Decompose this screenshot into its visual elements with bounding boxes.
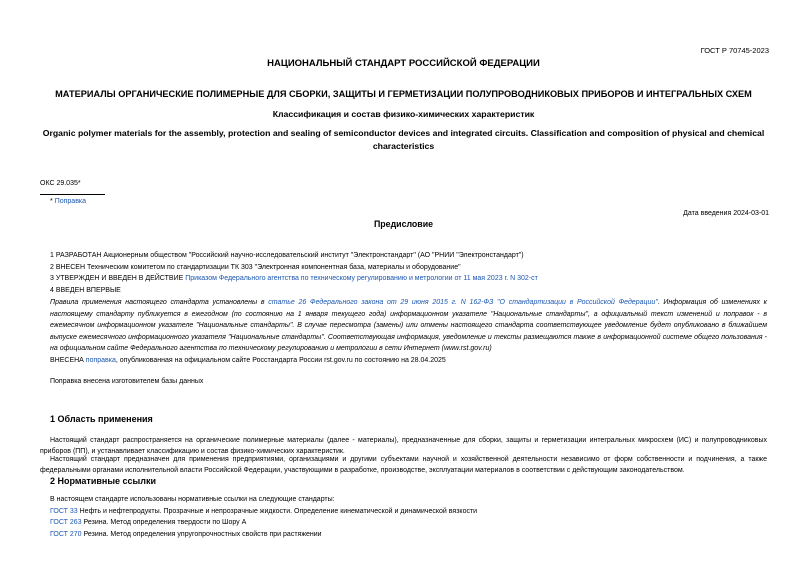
references-intro: В настоящем стандарте использованы нормативные ссылки на следующие стандарты: xyxy=(50,496,335,503)
section-2-heading: 2 Нормативные ссылки xyxy=(50,476,156,486)
document-title: МАТЕРИАЛЫ ОРГАНИЧЕСКИЕ ПОЛИМЕРНЫЕ ДЛЯ СБОРКИ, ЗАЩИТЫ И ГЕРМЕТИЗАЦИИ ПОЛУПРОВОДНИКОВЫХ ПРИБОРОВ И ИНТЕГРАЛЬНЫХ СХЕМ xyxy=(55,89,752,99)
national-standard-heading: НАЦИОНАЛЬНЫЙ СТАНДАРТ РОССИЙСКОЙ ФЕДЕРАЦИИ xyxy=(267,58,540,69)
section-1-paragraph-2: Настоящий стандарт предназначен для применения предприятиями, организациями и другими субъектами научной и хозяйственной деятельности независимо от форм собственности и подчинения, а также федеральными органами исполнительной власти Российской Федерации, участвующими в разработке, производстве, эксплуатации материалов в соответствии с действующим законодательством. xyxy=(40,456,767,474)
reference-link[interactable]: ГОСТ 270 xyxy=(50,530,82,538)
introduction-date: Дата введения 2024-03-01 xyxy=(683,210,769,217)
oks-code: ОКС 29.035* xyxy=(40,180,81,187)
reference-item xyxy=(50,517,767,529)
correction-link[interactable]: Поправка xyxy=(54,198,87,205)
section-1-paragraph-1: Настоящий стандарт распространяется на органические полимерные материалы (далее - материалы), предназначенные для сборки, защиты и герметизации интегральных микросхем (ИС) и полупроводниковых приборов (ПП), и устанавливает классификацию и состав физико-химических характеристик. xyxy=(40,437,767,455)
correction-entry xyxy=(50,355,767,367)
order-link[interactable]: Приказом Федерального агентства по техническому регулированию и метрологии от 11 мая 2023 г. N 302-ст xyxy=(185,275,538,283)
federal-law-link[interactable]: статье 26 Федерального закона от 29 июня 2015 г. N 162-ФЗ "О стандартизации в Российской Федерации" xyxy=(268,299,658,306)
correction-entry-lead: ВНЕСЕНА xyxy=(50,357,86,364)
section-1-heading: 1 Область применения xyxy=(50,414,153,424)
preface-item-1: 1 РАЗРАБОТАН Акционерным обществом "Российский научно-исследовательский институт "Электронстандарт" (АО "РНИИ "Электронстандарт") xyxy=(50,252,524,259)
normative-references xyxy=(50,494,767,540)
reference-item xyxy=(50,529,767,541)
correction-note: Поправка внесена изготовителем базы данных xyxy=(50,378,204,385)
application-rules-paragraph xyxy=(50,297,767,355)
preface-item-3-text: 3 УТВЕРЖДЕН И ВВЕДЕН В ДЕЙСТВИЕ xyxy=(50,275,186,283)
correction-entry-text: , опубликованная на официальном сайте Росстандарта России rst.gov.ru по состоянию на 28.04.2025 xyxy=(115,357,446,364)
reference-link[interactable]: ГОСТ 263 xyxy=(50,519,82,527)
footnote-divider xyxy=(40,194,105,195)
preface-heading: Предисловие xyxy=(373,219,434,229)
rules-text-1: Правила применения настоящего стандарта установлены в xyxy=(50,299,269,306)
preface-item-2: 2 ВНЕСЕН Техническим комитетом по стандартизации ТК 303 "Электронная компонентная база, материалы и оборудование" xyxy=(50,263,461,271)
reference-link[interactable]: ГОСТ 33 xyxy=(50,507,78,515)
document-number: ГОСТ Р 70745-2023 xyxy=(700,46,769,55)
reference-item xyxy=(50,506,767,518)
preface-list xyxy=(50,250,538,296)
english-title: Organic polymer materials for the assembly, protection and sealing of semiconductor devices and integrated circuits. Classification and composition of physical and chemical characteristics xyxy=(42,128,765,151)
reference-title: Нефть и нефтепродукты. Прозрачные и непрозрачные жидкости. Определение кинематической и динамической вязкости xyxy=(77,507,478,515)
rules-text-2: . Информация об изменениях к настоящему стандарту публикуется в ежегодном (по состоянию на 1 января текущего года) информационном указателе "Национальные стандарты", а официальный текст изменений и поправок - в ежемесячном информационном указателе "Национальные стандарты". В случае пересмотра (замены) или отмены настоящего стандарта соответствующее уведомление будет опубликовано в ближайшем выпуске ежемесячного информационного указателя "Национальные стандарты". Соответствующая информация, уведомление и тексты размещаются также в информационной системе общего пользования - на официальном сайте Федерального агентства по техническому регулированию и метрологии в сети Интернет (www.rst.gov.ru) xyxy=(50,299,767,353)
preface-item-4: 4 ВВЕДЕН ВПЕРВЫЕ xyxy=(50,286,121,294)
footnote-marker: * xyxy=(50,198,53,205)
correction-footnote xyxy=(50,198,86,205)
amendment-link[interactable]: поправка xyxy=(85,357,116,364)
reference-title: Резина. Метод определения упругопрочностных свойств при растяжении xyxy=(81,530,322,538)
document-subtitle: Классификация и состав физико-химических характеристик xyxy=(272,109,535,119)
preface-item-3 xyxy=(50,273,538,285)
reference-title: Резина. Метод определения твердости по Шору А xyxy=(81,519,247,527)
